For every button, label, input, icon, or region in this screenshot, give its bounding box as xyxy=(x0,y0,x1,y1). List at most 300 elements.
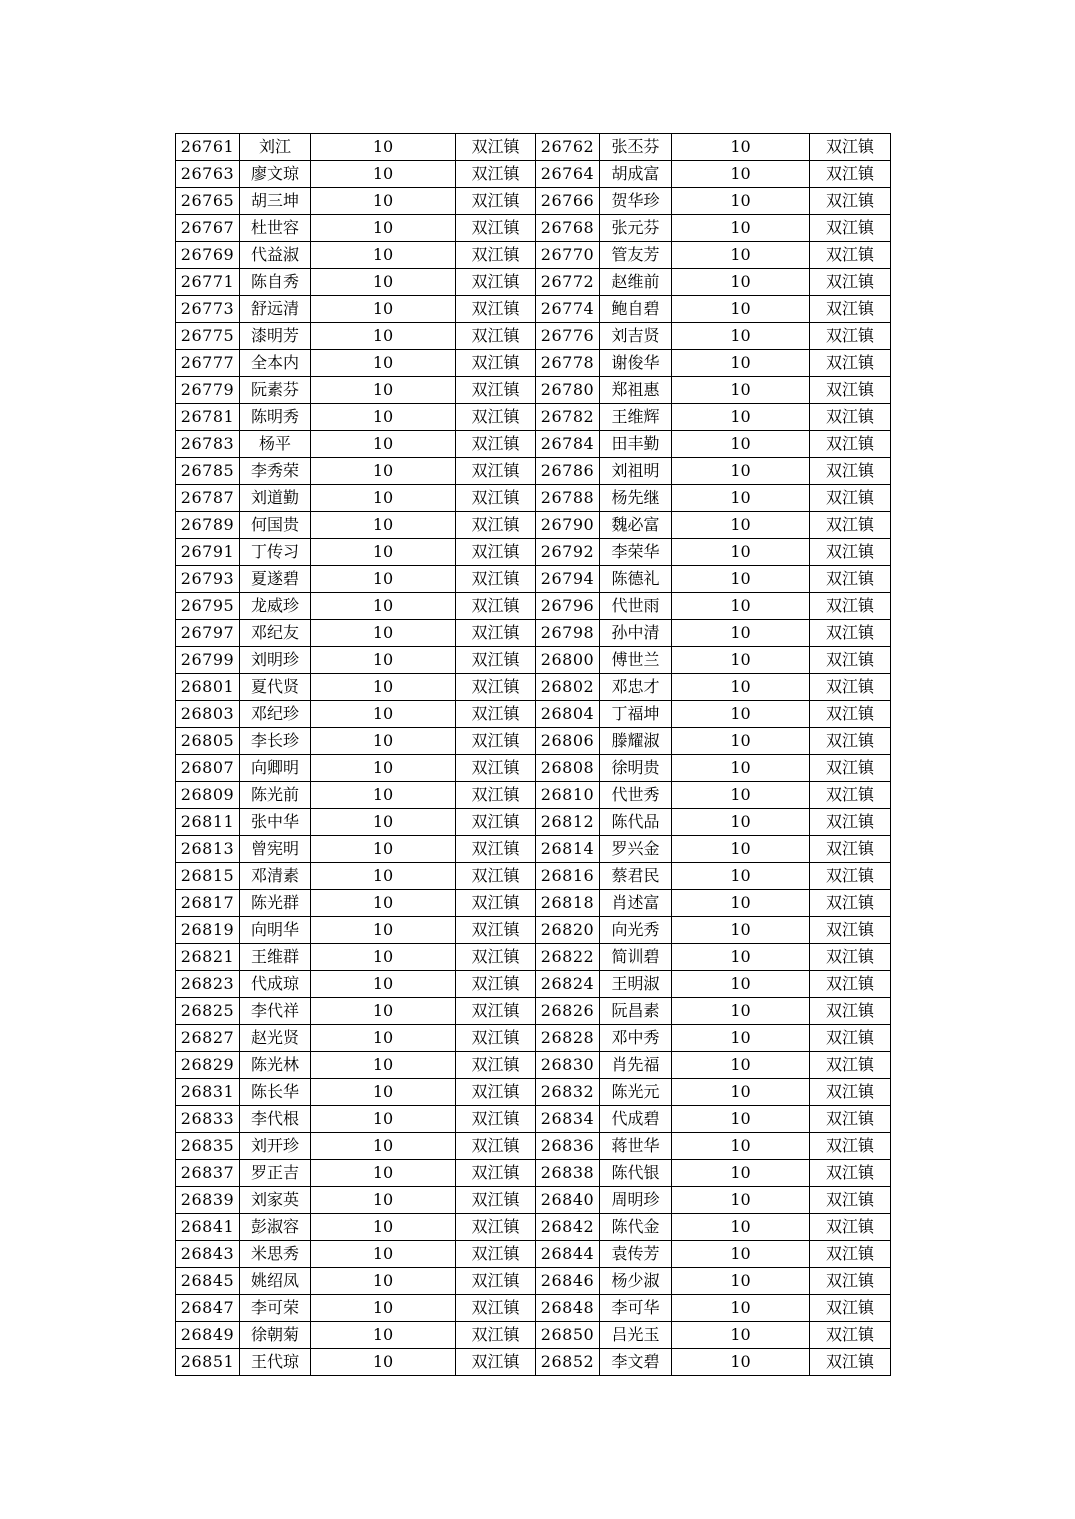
value-cell: 10 xyxy=(672,1322,810,1349)
name-cell: 陈代银 xyxy=(600,1160,672,1187)
name-cell: 吕光玉 xyxy=(600,1322,672,1349)
town-cell: 双江镇 xyxy=(456,1322,536,1349)
town-cell: 双江镇 xyxy=(456,674,536,701)
serial-cell: 26804 xyxy=(536,701,600,728)
table-row xyxy=(176,1160,891,1187)
name-cell: 陈长华 xyxy=(240,1079,311,1106)
name-cell: 邓纪友 xyxy=(240,620,311,647)
value-cell: 10 xyxy=(311,782,456,809)
name-cell: 陈光林 xyxy=(240,1052,311,1079)
name-cell: 肖先福 xyxy=(600,1052,672,1079)
name-cell: 刘明珍 xyxy=(240,647,311,674)
name-cell: 邓中秀 xyxy=(600,1025,672,1052)
name-cell: 阮素芬 xyxy=(240,377,311,404)
serial-cell: 26765 xyxy=(176,188,240,215)
value-cell: 10 xyxy=(672,1349,810,1376)
name-cell: 丁福坤 xyxy=(600,701,672,728)
value-cell: 10 xyxy=(311,1025,456,1052)
town-cell: 双江镇 xyxy=(810,1160,891,1187)
name-cell: 丁传习 xyxy=(240,539,311,566)
table-row xyxy=(176,215,891,242)
name-cell: 张中华 xyxy=(240,809,311,836)
name-cell: 龙威珍 xyxy=(240,593,311,620)
town-cell: 双江镇 xyxy=(456,458,536,485)
table-row xyxy=(176,485,891,512)
serial-cell: 26763 xyxy=(176,161,240,188)
serial-cell: 26834 xyxy=(536,1106,600,1133)
serial-cell: 26781 xyxy=(176,404,240,431)
town-cell: 双江镇 xyxy=(456,485,536,512)
table-row xyxy=(176,674,891,701)
value-cell: 10 xyxy=(311,863,456,890)
value-cell: 10 xyxy=(672,620,810,647)
name-cell: 代成琼 xyxy=(240,971,311,998)
table-row xyxy=(176,1133,891,1160)
name-cell: 杨先继 xyxy=(600,485,672,512)
town-cell: 双江镇 xyxy=(810,404,891,431)
serial-cell: 26827 xyxy=(176,1025,240,1052)
table-row xyxy=(176,512,891,539)
name-cell: 谢俊华 xyxy=(600,350,672,377)
town-cell: 双江镇 xyxy=(810,1241,891,1268)
serial-cell: 26764 xyxy=(536,161,600,188)
town-cell: 双江镇 xyxy=(810,296,891,323)
name-cell: 舒远清 xyxy=(240,296,311,323)
name-cell: 张元芬 xyxy=(600,215,672,242)
serial-cell: 26847 xyxy=(176,1295,240,1322)
name-cell: 向明华 xyxy=(240,917,311,944)
town-cell: 双江镇 xyxy=(456,1268,536,1295)
name-cell: 刘家英 xyxy=(240,1187,311,1214)
town-cell: 双江镇 xyxy=(456,647,536,674)
town-cell: 双江镇 xyxy=(810,917,891,944)
serial-cell: 26792 xyxy=(536,539,600,566)
name-cell: 阮昌素 xyxy=(600,998,672,1025)
town-cell: 双江镇 xyxy=(456,782,536,809)
value-cell: 10 xyxy=(311,1349,456,1376)
value-cell: 10 xyxy=(311,134,456,161)
town-cell: 双江镇 xyxy=(810,836,891,863)
name-cell: 王维群 xyxy=(240,944,311,971)
name-cell: 李文碧 xyxy=(600,1349,672,1376)
town-cell: 双江镇 xyxy=(456,1187,536,1214)
town-cell: 双江镇 xyxy=(456,1079,536,1106)
name-cell: 杨平 xyxy=(240,431,311,458)
value-cell: 10 xyxy=(311,1268,456,1295)
town-cell: 双江镇 xyxy=(810,620,891,647)
town-cell: 双江镇 xyxy=(456,296,536,323)
name-cell: 邓忠才 xyxy=(600,674,672,701)
serial-cell: 26794 xyxy=(536,566,600,593)
town-cell: 双江镇 xyxy=(810,647,891,674)
serial-cell: 26795 xyxy=(176,593,240,620)
name-cell: 刘吉贤 xyxy=(600,323,672,350)
name-cell: 李代根 xyxy=(240,1106,311,1133)
value-cell: 10 xyxy=(672,728,810,755)
table-row xyxy=(176,998,891,1025)
serial-cell: 26807 xyxy=(176,755,240,782)
name-cell: 杜世容 xyxy=(240,215,311,242)
value-cell: 10 xyxy=(311,431,456,458)
table-row xyxy=(176,863,891,890)
serial-cell: 26837 xyxy=(176,1160,240,1187)
serial-cell: 26790 xyxy=(536,512,600,539)
serial-cell: 26852 xyxy=(536,1349,600,1376)
town-cell: 双江镇 xyxy=(456,1295,536,1322)
name-cell: 胡三坤 xyxy=(240,188,311,215)
town-cell: 双江镇 xyxy=(456,215,536,242)
town-cell: 双江镇 xyxy=(456,863,536,890)
name-cell: 夏代贤 xyxy=(240,674,311,701)
serial-cell: 26821 xyxy=(176,944,240,971)
table-row xyxy=(176,1025,891,1052)
serial-cell: 26817 xyxy=(176,890,240,917)
town-cell: 双江镇 xyxy=(810,674,891,701)
name-cell: 邓纪珍 xyxy=(240,701,311,728)
table-row xyxy=(176,701,891,728)
name-cell: 滕耀淑 xyxy=(600,728,672,755)
town-cell: 双江镇 xyxy=(810,1079,891,1106)
name-cell: 陈代金 xyxy=(600,1214,672,1241)
town-cell: 双江镇 xyxy=(456,161,536,188)
serial-cell: 26812 xyxy=(536,809,600,836)
table-row xyxy=(176,755,891,782)
value-cell: 10 xyxy=(311,377,456,404)
town-cell: 双江镇 xyxy=(456,242,536,269)
serial-cell: 26808 xyxy=(536,755,600,782)
value-cell: 10 xyxy=(311,215,456,242)
town-cell: 双江镇 xyxy=(456,755,536,782)
value-cell: 10 xyxy=(672,458,810,485)
serial-cell: 26779 xyxy=(176,377,240,404)
serial-cell: 26832 xyxy=(536,1079,600,1106)
town-cell: 双江镇 xyxy=(810,1322,891,1349)
name-cell: 夏遂碧 xyxy=(240,566,311,593)
town-cell: 双江镇 xyxy=(810,1106,891,1133)
town-cell: 双江镇 xyxy=(456,1349,536,1376)
table-row xyxy=(176,647,891,674)
table-row xyxy=(176,377,891,404)
value-cell: 10 xyxy=(311,674,456,701)
value-cell: 10 xyxy=(672,215,810,242)
value-cell: 10 xyxy=(311,404,456,431)
town-cell: 双江镇 xyxy=(810,1133,891,1160)
name-cell: 刘江 xyxy=(240,134,311,161)
name-cell: 何国贵 xyxy=(240,512,311,539)
serial-cell: 26762 xyxy=(536,134,600,161)
value-cell: 10 xyxy=(311,1322,456,1349)
value-cell: 10 xyxy=(672,674,810,701)
table-row xyxy=(176,458,891,485)
name-cell: 徐明贵 xyxy=(600,755,672,782)
value-cell: 10 xyxy=(311,620,456,647)
value-cell: 10 xyxy=(311,539,456,566)
serial-cell: 26818 xyxy=(536,890,600,917)
table-row xyxy=(176,944,891,971)
value-cell: 10 xyxy=(311,701,456,728)
serial-cell: 26788 xyxy=(536,485,600,512)
table-row xyxy=(176,134,891,161)
name-cell: 李秀荣 xyxy=(240,458,311,485)
town-cell: 双江镇 xyxy=(810,728,891,755)
value-cell: 10 xyxy=(311,1160,456,1187)
serial-cell: 26851 xyxy=(176,1349,240,1376)
serial-cell: 26770 xyxy=(536,242,600,269)
value-cell: 10 xyxy=(311,728,456,755)
town-cell: 双江镇 xyxy=(456,809,536,836)
name-cell: 刘开珍 xyxy=(240,1133,311,1160)
name-cell: 周明珍 xyxy=(600,1187,672,1214)
serial-cell: 26774 xyxy=(536,296,600,323)
value-cell: 10 xyxy=(311,323,456,350)
value-cell: 10 xyxy=(311,836,456,863)
town-cell: 双江镇 xyxy=(810,134,891,161)
town-cell: 双江镇 xyxy=(456,836,536,863)
name-cell: 胡成富 xyxy=(600,161,672,188)
table-row xyxy=(176,809,891,836)
town-cell: 双江镇 xyxy=(456,998,536,1025)
table-row xyxy=(176,431,891,458)
value-cell: 10 xyxy=(311,917,456,944)
serial-cell: 26783 xyxy=(176,431,240,458)
name-cell: 陈明秀 xyxy=(240,404,311,431)
name-cell: 赵维前 xyxy=(600,269,672,296)
town-cell: 双江镇 xyxy=(810,998,891,1025)
serial-cell: 26775 xyxy=(176,323,240,350)
name-cell: 王维辉 xyxy=(600,404,672,431)
value-cell: 10 xyxy=(672,917,810,944)
name-cell: 管友芳 xyxy=(600,242,672,269)
value-cell: 10 xyxy=(311,350,456,377)
serial-cell: 26785 xyxy=(176,458,240,485)
value-cell: 10 xyxy=(672,188,810,215)
table-row xyxy=(176,1349,891,1376)
value-cell: 10 xyxy=(672,1295,810,1322)
serial-cell: 26796 xyxy=(536,593,600,620)
serial-cell: 26823 xyxy=(176,971,240,998)
town-cell: 双江镇 xyxy=(810,512,891,539)
name-cell: 陈德礼 xyxy=(600,566,672,593)
value-cell: 10 xyxy=(311,944,456,971)
town-cell: 双江镇 xyxy=(810,485,891,512)
name-cell: 陈代品 xyxy=(600,809,672,836)
value-cell: 10 xyxy=(311,971,456,998)
town-cell: 双江镇 xyxy=(456,701,536,728)
value-cell: 10 xyxy=(311,809,456,836)
value-cell: 10 xyxy=(311,188,456,215)
table-row xyxy=(176,782,891,809)
value-cell: 10 xyxy=(672,377,810,404)
name-cell: 孙中清 xyxy=(600,620,672,647)
town-cell: 双江镇 xyxy=(456,539,536,566)
value-cell: 10 xyxy=(672,323,810,350)
town-cell: 双江镇 xyxy=(810,323,891,350)
serial-cell: 26769 xyxy=(176,242,240,269)
serial-cell: 26822 xyxy=(536,944,600,971)
value-cell: 10 xyxy=(311,998,456,1025)
value-cell: 10 xyxy=(311,1214,456,1241)
value-cell: 10 xyxy=(672,1133,810,1160)
value-cell: 10 xyxy=(311,512,456,539)
name-cell: 陈光群 xyxy=(240,890,311,917)
town-cell: 双江镇 xyxy=(810,1349,891,1376)
town-cell: 双江镇 xyxy=(456,188,536,215)
value-cell: 10 xyxy=(672,863,810,890)
town-cell: 双江镇 xyxy=(456,593,536,620)
value-cell: 10 xyxy=(672,1052,810,1079)
value-cell: 10 xyxy=(672,593,810,620)
name-cell: 陈光前 xyxy=(240,782,311,809)
town-cell: 双江镇 xyxy=(456,350,536,377)
value-cell: 10 xyxy=(311,269,456,296)
serial-cell: 26813 xyxy=(176,836,240,863)
town-cell: 双江镇 xyxy=(810,269,891,296)
serial-cell: 26849 xyxy=(176,1322,240,1349)
name-cell: 邓清素 xyxy=(240,863,311,890)
value-cell: 10 xyxy=(672,539,810,566)
table-row xyxy=(176,1106,891,1133)
town-cell: 双江镇 xyxy=(456,323,536,350)
value-cell: 10 xyxy=(311,485,456,512)
value-cell: 10 xyxy=(672,1214,810,1241)
name-cell: 代世雨 xyxy=(600,593,672,620)
town-cell: 双江镇 xyxy=(810,539,891,566)
serial-cell: 26850 xyxy=(536,1322,600,1349)
value-cell: 10 xyxy=(311,1133,456,1160)
name-cell: 向卿明 xyxy=(240,755,311,782)
name-cell: 漆明芳 xyxy=(240,323,311,350)
name-cell: 李荣华 xyxy=(600,539,672,566)
serial-cell: 26802 xyxy=(536,674,600,701)
table-row xyxy=(176,188,891,215)
value-cell: 10 xyxy=(672,1187,810,1214)
town-cell: 双江镇 xyxy=(810,593,891,620)
serial-cell: 26826 xyxy=(536,998,600,1025)
town-cell: 双江镇 xyxy=(810,431,891,458)
table-row xyxy=(176,971,891,998)
table-row xyxy=(176,1241,891,1268)
serial-cell: 26768 xyxy=(536,215,600,242)
table-row xyxy=(176,539,891,566)
serial-cell: 26830 xyxy=(536,1052,600,1079)
table-row xyxy=(176,836,891,863)
name-cell: 田丰勤 xyxy=(600,431,672,458)
serial-cell: 26843 xyxy=(176,1241,240,1268)
serial-cell: 26786 xyxy=(536,458,600,485)
serial-cell: 26842 xyxy=(536,1214,600,1241)
serial-cell: 26825 xyxy=(176,998,240,1025)
town-cell: 双江镇 xyxy=(810,863,891,890)
town-cell: 双江镇 xyxy=(456,890,536,917)
records-table-body xyxy=(176,134,891,1376)
value-cell: 10 xyxy=(672,161,810,188)
serial-cell: 26829 xyxy=(176,1052,240,1079)
name-cell: 蒋世华 xyxy=(600,1133,672,1160)
value-cell: 10 xyxy=(672,890,810,917)
serial-cell: 26784 xyxy=(536,431,600,458)
town-cell: 双江镇 xyxy=(810,809,891,836)
town-cell: 双江镇 xyxy=(456,1025,536,1052)
town-cell: 双江镇 xyxy=(810,971,891,998)
table-row xyxy=(176,566,891,593)
value-cell: 10 xyxy=(672,242,810,269)
serial-cell: 26771 xyxy=(176,269,240,296)
table-row xyxy=(176,1295,891,1322)
name-cell: 罗兴金 xyxy=(600,836,672,863)
town-cell: 双江镇 xyxy=(810,377,891,404)
serial-cell: 26828 xyxy=(536,1025,600,1052)
serial-cell: 26761 xyxy=(176,134,240,161)
serial-cell: 26800 xyxy=(536,647,600,674)
value-cell: 10 xyxy=(672,701,810,728)
town-cell: 双江镇 xyxy=(456,971,536,998)
name-cell: 李代祥 xyxy=(240,998,311,1025)
table-row xyxy=(176,1187,891,1214)
serial-cell: 26810 xyxy=(536,782,600,809)
value-cell: 10 xyxy=(311,566,456,593)
value-cell: 10 xyxy=(672,809,810,836)
name-cell: 李可荣 xyxy=(240,1295,311,1322)
town-cell: 双江镇 xyxy=(456,620,536,647)
value-cell: 10 xyxy=(672,485,810,512)
value-cell: 10 xyxy=(311,1241,456,1268)
name-cell: 代世秀 xyxy=(600,782,672,809)
town-cell: 双江镇 xyxy=(810,458,891,485)
value-cell: 10 xyxy=(672,971,810,998)
value-cell: 10 xyxy=(672,296,810,323)
town-cell: 双江镇 xyxy=(456,1106,536,1133)
town-cell: 双江镇 xyxy=(810,215,891,242)
serial-cell: 26814 xyxy=(536,836,600,863)
table-row xyxy=(176,404,891,431)
serial-cell: 26787 xyxy=(176,485,240,512)
serial-cell: 26805 xyxy=(176,728,240,755)
value-cell: 10 xyxy=(311,593,456,620)
serial-cell: 26806 xyxy=(536,728,600,755)
name-cell: 郑祖惠 xyxy=(600,377,672,404)
table-row xyxy=(176,1079,891,1106)
town-cell: 双江镇 xyxy=(456,728,536,755)
name-cell: 刘祖明 xyxy=(600,458,672,485)
town-cell: 双江镇 xyxy=(456,1160,536,1187)
value-cell: 10 xyxy=(311,1295,456,1322)
town-cell: 双江镇 xyxy=(456,917,536,944)
town-cell: 双江镇 xyxy=(810,890,891,917)
name-cell: 张丕芬 xyxy=(600,134,672,161)
name-cell: 王明淑 xyxy=(600,971,672,998)
serial-cell: 26836 xyxy=(536,1133,600,1160)
serial-cell: 26811 xyxy=(176,809,240,836)
name-cell: 彭淑容 xyxy=(240,1214,311,1241)
town-cell: 双江镇 xyxy=(456,566,536,593)
name-cell: 代益淑 xyxy=(240,242,311,269)
records-table xyxy=(175,133,891,1376)
serial-cell: 26815 xyxy=(176,863,240,890)
value-cell: 10 xyxy=(311,161,456,188)
value-cell: 10 xyxy=(311,242,456,269)
table-row xyxy=(176,917,891,944)
value-cell: 10 xyxy=(311,755,456,782)
serial-cell: 26831 xyxy=(176,1079,240,1106)
name-cell: 刘道勤 xyxy=(240,485,311,512)
serial-cell: 26773 xyxy=(176,296,240,323)
town-cell: 双江镇 xyxy=(456,269,536,296)
value-cell: 10 xyxy=(672,647,810,674)
table-row xyxy=(176,1322,891,1349)
town-cell: 双江镇 xyxy=(810,1052,891,1079)
serial-cell: 26793 xyxy=(176,566,240,593)
name-cell: 王代琼 xyxy=(240,1349,311,1376)
